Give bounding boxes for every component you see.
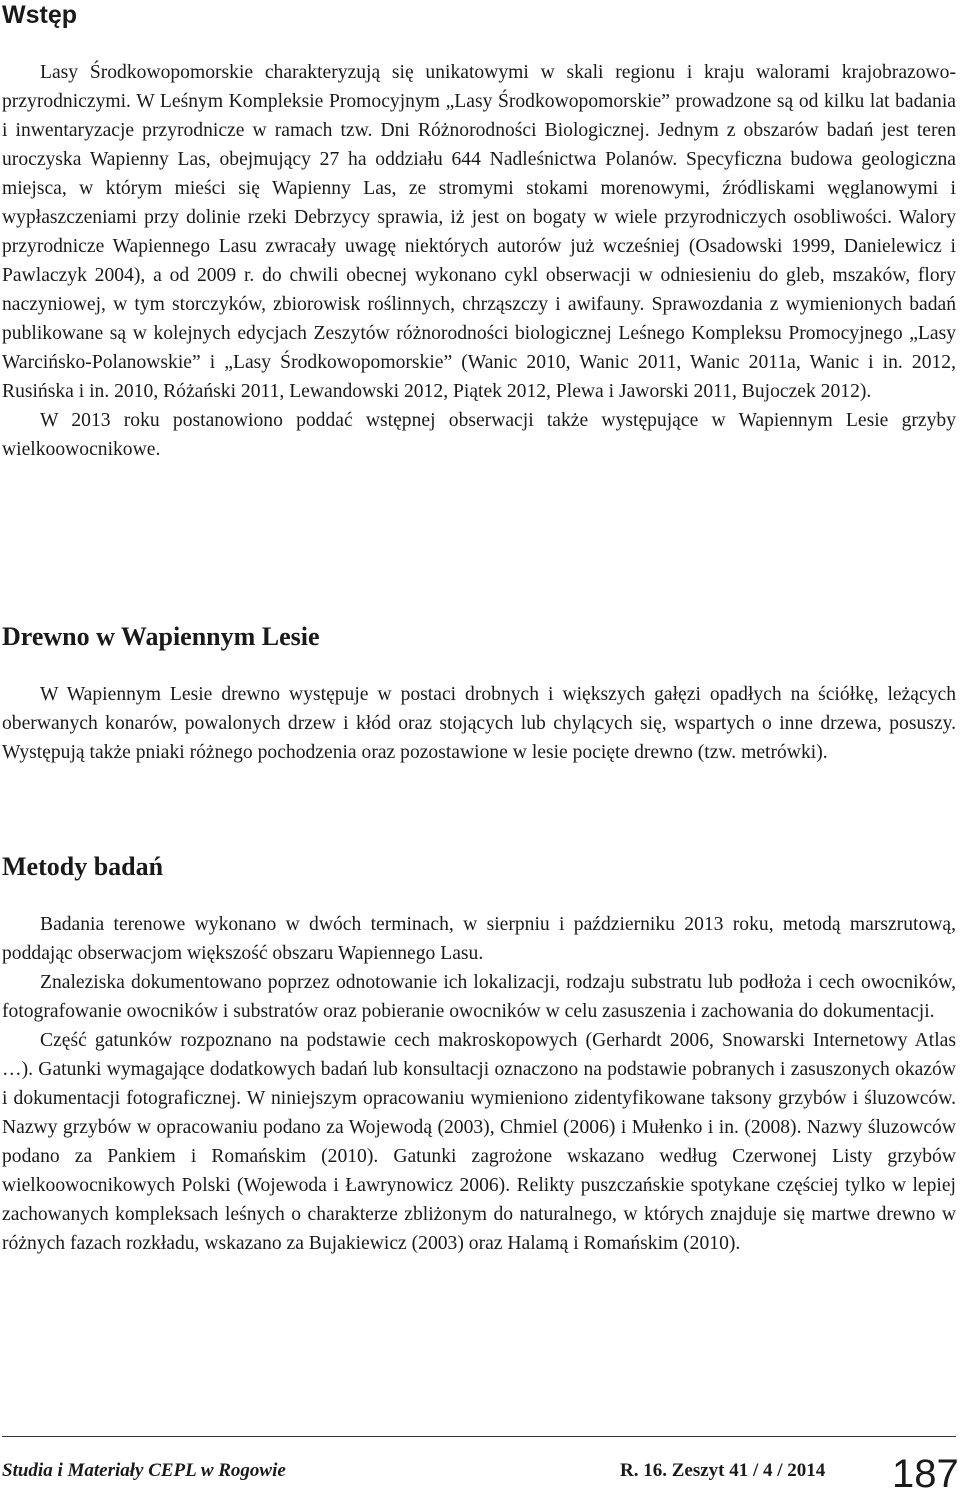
paragraph: Część gatunków rozpoznano na podstawie cech makroskopowych (Gerhardt 2006, Snowarski Internetowy Atlas …). Gatunki wymagające dodatkowych badań lub konsultacji oznaczono na podstawie pobranych i zasuszonych okazów i dokumentacji fotograficznej. W niniejszym opracowaniu wymieniono zidentyfikowane taksony grzybów i śluzowców. Nazwy grzybów w opracowaniu podano za Wojewodą (2003), Chmiel (2006) i Mułenko i in. (2008). Nazwy śluzowców podano za Pankiem i Romańskim (2010). Gatunki zagrożone wskazano według Czerwonej Listy grzybów wielkoowocnikowych Polski (Wojewoda i Ławrynowicz 2006). Relikty puszczańskie spotykane częściej tylko w lepiej zachowanych kompleksach leśnych o charakterze zbliżonym do naturalnego, w których znajduje się martwe drewno w różnych fazach rozkładu, wskazano za Bujakiewicz (2003) oraz Halamą i Romańskim (2010). xyxy=(2,1030,956,1254)
footer-journal-title: Studia i Materiały CEPL w Rogowie xyxy=(2,1460,286,1481)
section-heading-metody: Metody badań xyxy=(2,852,164,881)
paragraph: W Wapiennym Lesie drewno występuje w postaci drobnych i większych gałęzi opadłych na ściółkę, leżących oberwanych konarów, powalonych drzew i kłód oraz stojących lub chylących się, wspartych o inne drzewa, posuszy. Występują także pniaki różnego pochodzenia oraz pozostawione w lesie pocięte drewno (tzw. metrówki). xyxy=(2,684,956,763)
footer-issue: R. 16. Zeszyt 41 / 4 / 2014 xyxy=(620,1460,826,1481)
section-heading-drewno: Drewno w Wapiennym Lesie xyxy=(2,622,320,651)
section-body-metody xyxy=(2,910,956,1258)
section-heading-wstep: Wstęp xyxy=(2,1,77,29)
paragraph: Znaleziska dokumentowano poprzez odnotowanie ich lokalizacji, rodzaju substratu lub podłoża i cech owocników, fotografowanie owocników i substratów oraz pobieranie owocników w celu zasuszenia i zachowania do dokumentacji. xyxy=(2,972,956,1022)
page-number: 187 xyxy=(892,1452,959,1496)
section-body-drewno xyxy=(2,680,956,767)
paragraph: W 2013 roku postanowiono poddać wstępnej obserwacji także występujące w Wapiennym Lesie grzyby wielkoowocnikowe. xyxy=(2,410,956,460)
paragraph: Lasy Środkowopomorskie charakteryzują się unikatowymi w skali regionu i kraju walorami krajobrazowo-przyrodniczymi. W Leśnym Kompleksie Promocyjnym „Lasy Środkowopomorskie” prowadzone są od kilku lat badania i inwentaryzacje przyrodnicze w ramach tzw. Dni Różnorodności Biologicznej. Jednym z obszarów badań jest teren uroczyska Wapienny Las, obejmujący 27 ha oddziału 644 Nadleśnictwa Polanów. Specyficzna budowa geologiczna miejsca, w którym mieści się Wapienny Las, ze stromymi stokami morenowymi, źródliskami węglanowymi i wypłaszczeniami przy dolinie rzeki Debrzycy sprawia, iż jest on bogaty w wiele przyrodniczych osobliwości. Walory przyrodnicze Wapiennego Lasu zwracały uwagę niektórych autorów już wcześniej (Osadowski 1999, Danielewicz i Pawlaczyk 2004), a od 2009 r. do chwili obecnej wykonano cykl obserwacji w odniesieniu do gleb, mszaków, flory naczyniowej, w tym storczyków, zbiorowisk roślinnych, chrząszczy i awifauny. Sprawozdania z wymienionych badań publikowane są w kolejnych edycjach Zeszytów różnorodności biologicznej Leśnego Kompleksu Promocyjnego „Lasy Warcińsko-Polanowskie” i „Lasy Środkowopomorskie” (Wanic 2010, Wanic 2011, Wanic 2011a, Wanic i in. 2012, Rusińska i in. 2010, Różański 2011, Lewandowski 2012, Piątek 2012, Plewa i Jaworski 2011, Bujoczek 2012). xyxy=(2,62,956,402)
footer-divider xyxy=(2,1436,956,1437)
paragraph: Badania terenowe wykonano w dwóch terminach, w sierpniu i październiku 2013 roku, metodą marszrutową, poddając obserwacjom większość obszaru Wapiennego Lasu. xyxy=(2,914,956,964)
section-body-wstep xyxy=(2,58,956,464)
